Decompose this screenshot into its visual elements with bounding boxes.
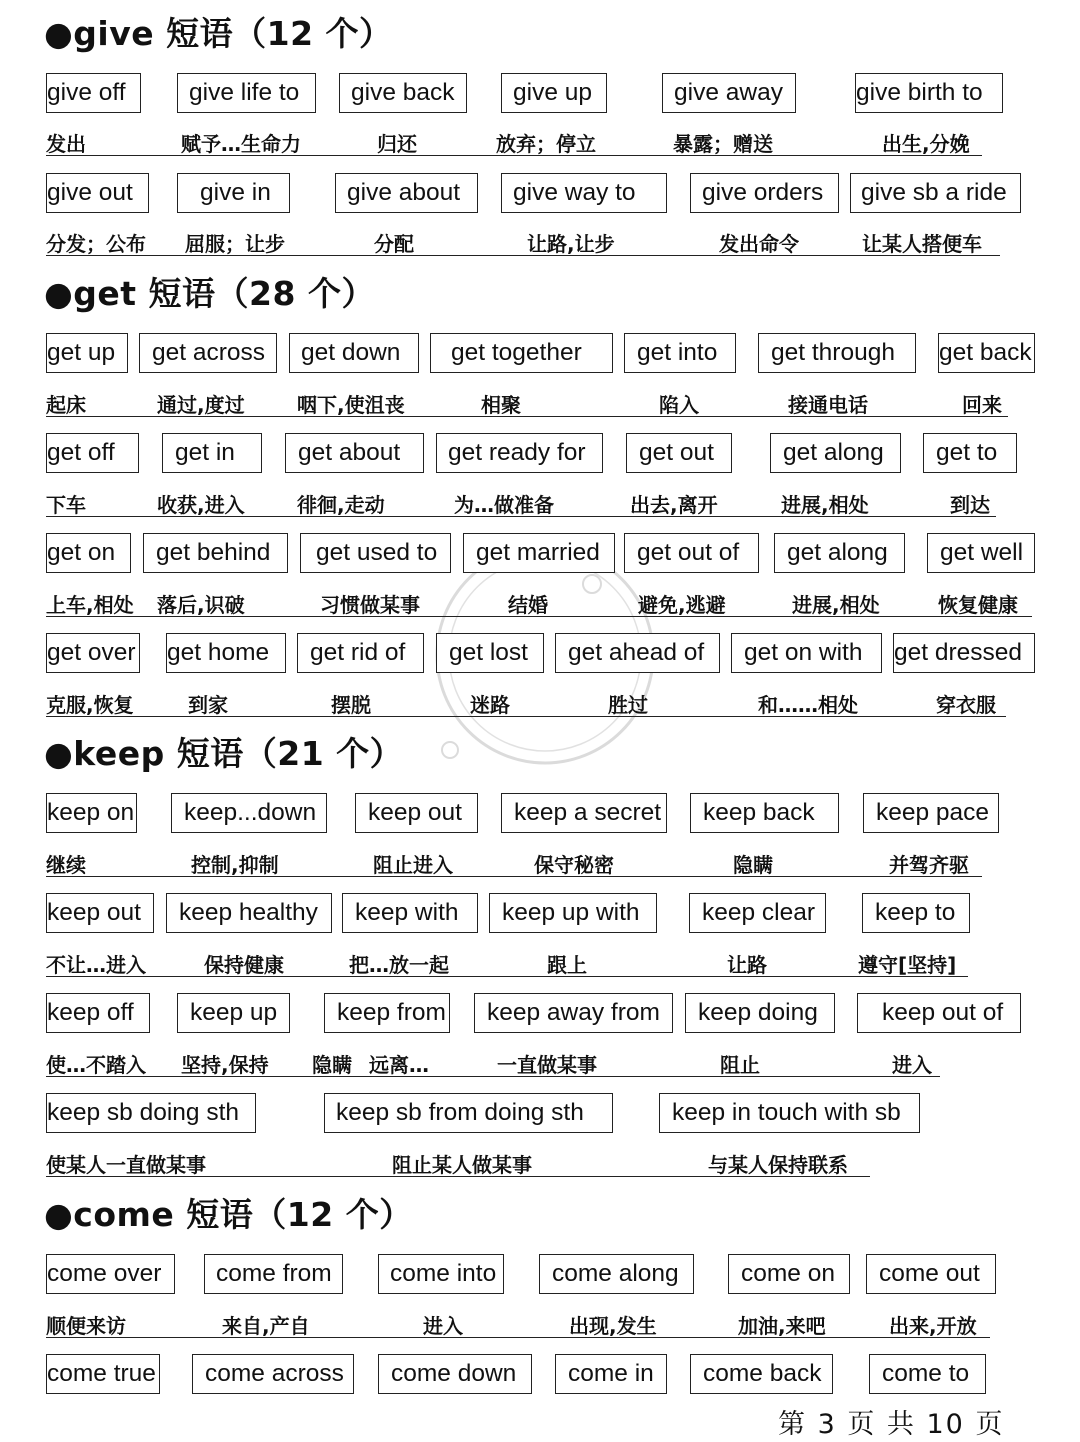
phrase-box: keep out — [355, 793, 478, 833]
phrase-box: get lost — [436, 633, 544, 673]
meaning-text: 暴露；赠送 — [673, 132, 773, 156]
phrase-box: come in — [555, 1354, 667, 1394]
meaning-text: 使某人一直做某事 — [46, 1153, 206, 1177]
meaning-text: 跟上 — [547, 953, 587, 977]
phrase-box: keep out — [46, 893, 154, 933]
meaning-text: 出去,离开 — [630, 493, 718, 517]
phrase-box: get along — [774, 533, 905, 573]
phrase-box: get well — [927, 533, 1035, 573]
meaning-text: 与某人保持联系 — [708, 1153, 848, 1177]
phrase-box: keep a secret — [501, 793, 667, 833]
meaning-text: 发出 — [46, 132, 86, 156]
phrase-box: give birth to — [855, 73, 1003, 113]
meaning-text: 到达 — [950, 493, 990, 517]
meaning-text: 把…放一起 — [349, 953, 449, 977]
meaning-text: 屈服；让步 — [185, 232, 285, 256]
meaning-text: 习惯做某事 — [320, 593, 420, 617]
phrase-box: get married — [463, 533, 615, 573]
phrase-box: get about — [285, 433, 424, 473]
meaning-text: 咽下,使沮丧 — [297, 393, 405, 417]
meaning-text: 来自,产自 — [222, 1314, 310, 1338]
phrase-box: keep off — [46, 993, 150, 1033]
section-heading-give: ●give 短语（12 个） — [44, 14, 393, 53]
phrase-box: get out of — [624, 533, 759, 573]
phrase-box: keep with — [342, 893, 478, 933]
meaning-text: 并驾齐驱 — [889, 853, 969, 877]
phrase-box: get up — [46, 333, 128, 373]
phrase-box: come to — [869, 1354, 986, 1394]
meaning-text: 收获,进入 — [157, 493, 245, 517]
meaning-text: 通过,度过 — [157, 393, 245, 417]
meaning-text: 下车 — [46, 493, 86, 517]
row-underline — [46, 876, 982, 877]
phrase-box: get over — [46, 633, 140, 673]
phrase-box: keep back — [690, 793, 839, 833]
phrase-box: get on with — [731, 633, 882, 673]
meaning-text: 出来,开放 — [889, 1314, 977, 1338]
meaning-text: 迷路 — [470, 693, 510, 717]
phrase-box: get across — [139, 333, 277, 373]
meaning-text: 加油,来吧 — [738, 1314, 826, 1338]
phrase-box: give sb a ride — [850, 173, 1021, 213]
meaning-text: 遵守[坚持] — [858, 953, 957, 977]
meaning-text: 发出命令 — [719, 232, 799, 256]
phrase-box: come from — [204, 1254, 343, 1294]
phrase-box: keep out of — [857, 993, 1021, 1033]
meaning-text: 隐瞒 — [312, 1053, 352, 1077]
meaning-text: 胜过 — [608, 693, 648, 717]
phrase-box: get dressed — [893, 633, 1035, 673]
phrase-box: get rid of — [297, 633, 424, 673]
phrase-box: keep sb from doing sth — [324, 1093, 613, 1133]
section-heading-get: ●get 短语（28 个） — [44, 274, 375, 313]
phrase-box: come over — [46, 1254, 175, 1294]
phrase-box: keep from — [324, 993, 450, 1033]
phrase-box: get home — [166, 633, 286, 673]
phrase-box: get behind — [143, 533, 288, 573]
phrase-box: get ahead of — [555, 633, 720, 673]
meaning-text: 进入 — [892, 1053, 932, 1077]
phrase-box: come true — [46, 1354, 160, 1394]
section-heading-keep: ●keep 短语（21 个） — [44, 734, 404, 773]
meaning-text: 和……相处 — [758, 693, 858, 717]
phrase-box: give way to — [501, 173, 667, 213]
phrase-box: keep doing — [685, 993, 835, 1033]
phrase-box: give about — [335, 173, 478, 213]
phrase-box: give orders — [690, 173, 839, 213]
row-underline — [46, 1337, 990, 1338]
phrase-box: get to — [923, 433, 1017, 473]
phrase-box: get in — [162, 433, 262, 473]
meaning-text: 不让…进入 — [46, 953, 146, 977]
phrase-box: get off — [46, 433, 139, 473]
meaning-text: 让路,让步 — [527, 232, 615, 256]
meaning-text: 恢复健康 — [938, 593, 1018, 617]
phrase-box: keep clear — [689, 893, 826, 933]
meaning-text: 徘徊,走动 — [297, 493, 385, 517]
meaning-text: 进入 — [423, 1314, 463, 1338]
meaning-text: 顺便来访 — [46, 1314, 126, 1338]
meaning-text: 陷入 — [659, 393, 699, 417]
phrase-box: come into — [378, 1254, 504, 1294]
phrase-box: keep pace — [863, 793, 999, 833]
meaning-text: 克服,恢复 — [46, 693, 134, 717]
meaning-text: 出生,分娩 — [882, 132, 970, 156]
meaning-text: 让某人搭便车 — [862, 232, 982, 256]
meaning-text: 到家 — [188, 693, 228, 717]
meaning-text: 阻止某人做某事 — [392, 1153, 532, 1177]
phrase-box: give up — [501, 73, 607, 113]
meaning-text: 起床 — [46, 393, 86, 417]
phrase-box: get back — [938, 333, 1035, 373]
meaning-text: 进展,相处 — [792, 593, 880, 617]
phrase-box: get into — [624, 333, 736, 373]
meaning-text: 回来 — [962, 393, 1002, 417]
meaning-text: 上车,相处 — [46, 593, 134, 617]
meaning-text: 保持健康 — [204, 953, 284, 977]
meaning-text: 放弃；停立 — [496, 132, 596, 156]
phrase-box: give off — [46, 73, 141, 113]
meaning-text: 避免,逃避 — [638, 593, 726, 617]
phrase-box: keep up — [177, 993, 290, 1033]
meaning-text: 为…做准备 — [454, 493, 554, 517]
meaning-text: 赋予…生命力 — [181, 132, 301, 156]
meaning-text: 出现,发生 — [569, 1314, 657, 1338]
phrase-box: get on — [46, 533, 131, 573]
phrase-box: come along — [539, 1254, 694, 1294]
meaning-text: 接通电话 — [788, 393, 868, 417]
phrase-box: come on — [728, 1254, 850, 1294]
phrase-box: give out — [46, 173, 149, 213]
phrase-box: keep up with — [489, 893, 657, 933]
meaning-text: 分配 — [374, 232, 414, 256]
phrase-box: keep away from — [474, 993, 673, 1033]
meaning-text: 穿衣服 — [936, 693, 996, 717]
meaning-text: 落后,识破 — [157, 593, 245, 617]
phrase-box: keep in touch with sb — [659, 1093, 920, 1133]
phrase-box: get ready for — [436, 433, 603, 473]
phrase-box: get together — [430, 333, 613, 373]
meaning-text: 使…不踏入 — [46, 1053, 146, 1077]
meaning-text: 结婚 — [508, 593, 548, 617]
row-underline — [46, 976, 968, 977]
meaning-text: 远离… — [369, 1053, 429, 1077]
phrase-box: get through — [758, 333, 916, 373]
meaning-text: 归还 — [377, 132, 417, 156]
phrase-box: keep...down — [171, 793, 327, 833]
phrase-box: keep to — [862, 893, 970, 933]
phrase-box: keep on — [46, 793, 137, 833]
phrase-box: keep sb doing sth — [46, 1093, 256, 1133]
phrase-box: give life to — [177, 73, 316, 113]
phrase-box: give away — [662, 73, 796, 113]
meaning-text: 阻止进入 — [373, 853, 453, 877]
meaning-text: 继续 — [46, 853, 86, 877]
meaning-text: 阻止 — [720, 1053, 760, 1077]
meaning-text: 进展,相处 — [781, 493, 869, 517]
phrase-box: get out — [626, 433, 732, 473]
phrase-box: come out — [866, 1254, 996, 1294]
meaning-text: 保守秘密 — [534, 853, 614, 877]
phrase-box: keep healthy — [166, 893, 332, 933]
phrase-box: come down — [378, 1354, 532, 1394]
page-number: 第 3 页 共 10 页 — [778, 1409, 1005, 1440]
meaning-text: 摆脱 — [331, 693, 371, 717]
meaning-text: 让路 — [727, 953, 767, 977]
phrase-box: come back — [690, 1354, 833, 1394]
meaning-text: 坚持,保持 — [181, 1053, 269, 1077]
phrase-box: come across — [192, 1354, 354, 1394]
meaning-text: 隐瞒 — [733, 853, 773, 877]
phrase-box: get used to — [300, 533, 451, 573]
meaning-text: 相聚 — [481, 393, 521, 417]
phrase-box: get along — [770, 433, 901, 473]
meaning-text: 分发；公布 — [46, 232, 146, 256]
phrase-box: give in — [177, 173, 290, 213]
phrase-box: give back — [339, 73, 467, 113]
meaning-text: 一直做某事 — [497, 1053, 597, 1077]
section-heading-come: ●come 短语（12 个） — [44, 1195, 413, 1234]
meaning-text: 控制,抑制 — [191, 853, 279, 877]
phrase-box: get down — [289, 333, 419, 373]
